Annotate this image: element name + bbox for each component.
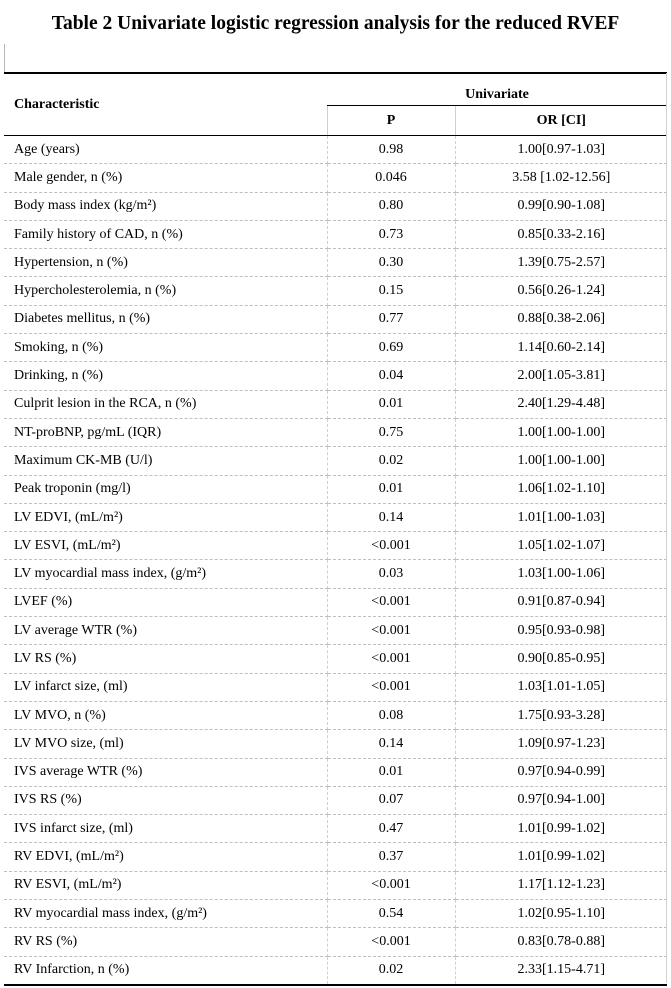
table-row — [4, 617, 667, 645]
table-row — [4, 192, 667, 220]
regression-table — [4, 72, 667, 986]
table-row — [4, 758, 667, 786]
header-univariate: Univariate — [327, 73, 667, 106]
table-row — [4, 418, 667, 446]
cell-or-ci: 1.14[0.60-2.14] — [455, 334, 667, 362]
cell-or-ci: 0.97[0.94-0.99] — [455, 758, 667, 786]
header-p: P — [327, 106, 455, 136]
table-row — [4, 560, 667, 588]
cell-or-ci: 1.00[1.00-1.00] — [455, 418, 667, 446]
cell-or-ci: 1.05[1.02-1.07] — [455, 532, 667, 560]
table-row — [4, 362, 667, 390]
table-row — [4, 786, 667, 814]
cell-characteristic: Male gender, n (%) — [4, 164, 327, 192]
cell-or-ci: 0.56[0.26-1.24] — [455, 277, 667, 305]
cell-characteristic: Maximum CK-MB (U/l) — [4, 447, 327, 475]
cell-or-ci: 1.75[0.93-3.28] — [455, 701, 667, 729]
cell-p-value: 0.80 — [327, 192, 455, 220]
table-body — [4, 136, 667, 985]
cell-p-value: 0.47 — [327, 815, 455, 843]
table-row — [4, 701, 667, 729]
cell-p-value: 0.75 — [327, 418, 455, 446]
cell-p-value: 0.01 — [327, 390, 455, 418]
cell-characteristic: LV myocardial mass index, (g/m²) — [4, 560, 327, 588]
cell-or-ci: 1.01[0.99-1.02] — [455, 815, 667, 843]
cell-p-value: 0.01 — [327, 758, 455, 786]
cell-p-value: 0.04 — [327, 362, 455, 390]
cell-p-value: <0.001 — [327, 673, 455, 701]
cell-or-ci: 1.09[0.97-1.23] — [455, 730, 667, 758]
table-row — [4, 730, 667, 758]
table-row — [4, 220, 667, 248]
table-row — [4, 843, 667, 871]
cell-characteristic: NT-proBNP, pg/mL (IQR) — [4, 418, 327, 446]
cell-p-value: 0.03 — [327, 560, 455, 588]
cell-characteristic: LV RS (%) — [4, 645, 327, 673]
cell-characteristic: IVS infarct size, (ml) — [4, 815, 327, 843]
cell-p-value: 0.15 — [327, 277, 455, 305]
cell-or-ci: 1.01[0.99-1.02] — [455, 843, 667, 871]
cell-or-ci: 0.83[0.78-0.88] — [455, 928, 667, 956]
cell-p-value: 0.046 — [327, 164, 455, 192]
header-or-ci: OR [CI] — [455, 106, 667, 136]
cell-or-ci: 0.97[0.94-1.00] — [455, 786, 667, 814]
cell-or-ci: 1.03[1.00-1.06] — [455, 560, 667, 588]
table-row — [4, 673, 667, 701]
table-row — [4, 900, 667, 928]
cell-p-value: <0.001 — [327, 588, 455, 616]
cell-characteristic: RV myocardial mass index, (g/m²) — [4, 900, 327, 928]
cell-p-value: 0.77 — [327, 305, 455, 333]
table-header — [4, 73, 667, 136]
cell-p-value: 0.73 — [327, 220, 455, 248]
cell-or-ci: 0.95[0.93-0.98] — [455, 617, 667, 645]
header-characteristic: Characteristic — [4, 73, 327, 136]
cell-characteristic: LV infarct size, (ml) — [4, 673, 327, 701]
cell-p-value: <0.001 — [327, 645, 455, 673]
cell-p-value: 0.30 — [327, 249, 455, 277]
cell-characteristic: IVS average WTR (%) — [4, 758, 327, 786]
cell-characteristic: LV MVO, n (%) — [4, 701, 327, 729]
cell-p-value: <0.001 — [327, 928, 455, 956]
cell-or-ci: 0.85[0.33-2.16] — [455, 220, 667, 248]
cell-p-value: <0.001 — [327, 871, 455, 899]
cell-characteristic: Smoking, n (%) — [4, 334, 327, 362]
cell-characteristic: LV average WTR (%) — [4, 617, 327, 645]
table-title: Table 2 Univariate logistic regression analysis for the reduced RVEF — [51, 13, 620, 34]
margin-rule — [4, 44, 5, 74]
cell-p-value: 0.98 — [327, 136, 455, 164]
table-row — [4, 136, 667, 164]
cell-or-ci: 0.99[0.90-1.08] — [455, 192, 667, 220]
table-row — [4, 277, 667, 305]
regression-table-container — [4, 72, 667, 986]
table-row — [4, 871, 667, 899]
table-row — [4, 447, 667, 475]
cell-characteristic: Diabetes mellitus, n (%) — [4, 305, 327, 333]
cell-or-ci: 2.40[1.29-4.48] — [455, 390, 667, 418]
cell-p-value: 0.02 — [327, 956, 455, 985]
right-rule — [666, 73, 667, 983]
cell-characteristic: Age (years) — [4, 136, 327, 164]
cell-or-ci: 1.00[1.00-1.00] — [455, 447, 667, 475]
table-row — [4, 305, 667, 333]
cell-or-ci: 1.01[1.00-1.03] — [455, 503, 667, 531]
cell-characteristic: Body mass index (kg/m²) — [4, 192, 327, 220]
cell-p-value: 0.01 — [327, 475, 455, 503]
table-row — [4, 645, 667, 673]
table-row — [4, 503, 667, 531]
table-row — [4, 390, 667, 418]
table-row — [4, 475, 667, 503]
table-row — [4, 532, 667, 560]
table-row — [4, 815, 667, 843]
cell-characteristic: LVEF (%) — [4, 588, 327, 616]
cell-characteristic: RV RS (%) — [4, 928, 327, 956]
cell-p-value: <0.001 — [327, 617, 455, 645]
cell-or-ci: 2.33[1.15-4.71] — [455, 956, 667, 985]
cell-characteristic: Family history of CAD, n (%) — [4, 220, 327, 248]
cell-characteristic: Culprit lesion in the RCA, n (%) — [4, 390, 327, 418]
cell-characteristic: Hypertension, n (%) — [4, 249, 327, 277]
cell-characteristic: LV EDVI, (mL/m²) — [4, 503, 327, 531]
table-row — [4, 588, 667, 616]
cell-p-value: 0.07 — [327, 786, 455, 814]
table-row — [4, 928, 667, 956]
table-row — [4, 249, 667, 277]
cell-or-ci: 1.00[0.97-1.03] — [455, 136, 667, 164]
cell-p-value: 0.37 — [327, 843, 455, 871]
cell-characteristic: Hypercholesterolemia, n (%) — [4, 277, 327, 305]
cell-or-ci: 0.90[0.85-0.95] — [455, 645, 667, 673]
cell-or-ci: 0.88[0.38-2.06] — [455, 305, 667, 333]
cell-p-value: 0.02 — [327, 447, 455, 475]
cell-or-ci: 2.00[1.05-3.81] — [455, 362, 667, 390]
cell-p-value: 0.69 — [327, 334, 455, 362]
cell-characteristic: Peak troponin (mg/l) — [4, 475, 327, 503]
cell-or-ci: 0.91[0.87-0.94] — [455, 588, 667, 616]
table-row — [4, 164, 667, 192]
cell-characteristic: RV EDVI, (mL/m²) — [4, 843, 327, 871]
cell-characteristic: Drinking, n (%) — [4, 362, 327, 390]
cell-p-value: <0.001 — [327, 532, 455, 560]
table-row — [4, 956, 667, 985]
cell-p-value: 0.14 — [327, 730, 455, 758]
cell-or-ci: 1.03[1.01-1.05] — [455, 673, 667, 701]
cell-characteristic: RV ESVI, (mL/m²) — [4, 871, 327, 899]
table-row — [4, 334, 667, 362]
cell-p-value: 0.54 — [327, 900, 455, 928]
cell-characteristic: IVS RS (%) — [4, 786, 327, 814]
cell-p-value: 0.08 — [327, 701, 455, 729]
cell-or-ci: 3.58 [1.02-12.56] — [455, 164, 667, 192]
cell-or-ci: 1.17[1.12-1.23] — [455, 871, 667, 899]
cell-or-ci: 1.39[0.75-2.57] — [455, 249, 667, 277]
cell-characteristic: LV ESVI, (mL/m²) — [4, 532, 327, 560]
cell-or-ci: 1.06[1.02-1.10] — [455, 475, 667, 503]
cell-p-value: 0.14 — [327, 503, 455, 531]
cell-characteristic: LV MVO size, (ml) — [4, 730, 327, 758]
cell-characteristic: RV Infarction, n (%) — [4, 956, 327, 985]
cell-or-ci: 1.02[0.95-1.10] — [455, 900, 667, 928]
